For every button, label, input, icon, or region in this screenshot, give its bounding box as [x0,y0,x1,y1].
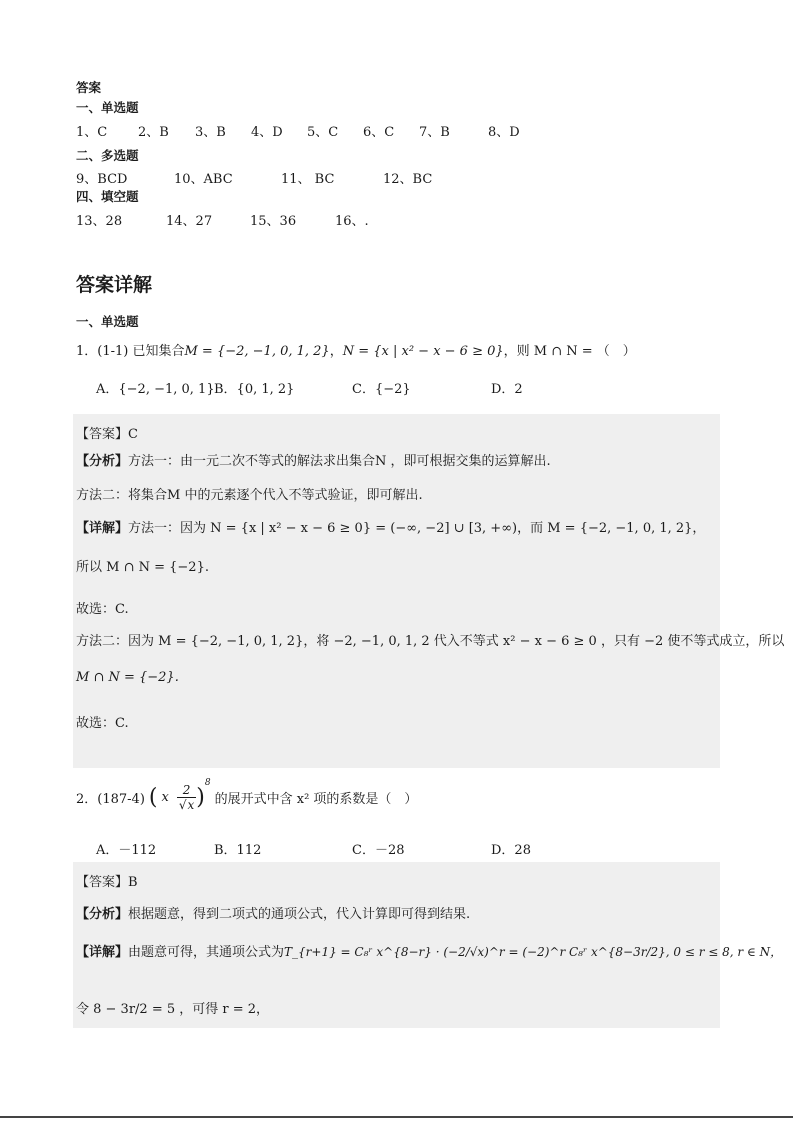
answer-item: 4、D [251,125,283,140]
detail-label: 【详解】 [76,945,129,960]
answer-item: 7、B [419,125,450,140]
analysis-text: 方法一：由一元二次不等式的解法求出集合N ，即可根据交集的运算解出. [128,454,551,469]
question-1-analysis [76,450,551,469]
question-2-analysis [76,903,470,922]
question-2-suffix: 的展开式中含 x² 项的系数是（ ） [214,791,418,807]
page-bottom-rule [0,1116,793,1118]
option-b: B．112 [214,843,262,858]
option-d: D．2 [491,382,523,397]
answer-item: 8、D [488,125,520,140]
answer-item: 10、ABC [174,172,233,187]
question-2-detail-1 [76,941,782,960]
answer-item: 2、B [138,125,169,140]
right-paren-icon: ) [196,784,205,810]
question-1-answer [76,423,138,442]
answer-item: 13、28 [76,214,123,229]
analysis-text: 根据题意，得到二项式的通项公式，代入计算即可得到结果. [128,907,471,922]
option-c: C．－28 [352,843,405,858]
answer-item: 12、BC [383,172,433,187]
question-1-set-m: M = {−2, −1, 0, 1, 2} [184,344,330,359]
binomial-fraction [177,783,196,812]
question-1-suffix: ，则 M ∩ N = （ ） [503,344,636,359]
answer-item: 9、BCD [76,172,128,187]
binomial-expression [148,778,211,812]
option-d: D．28 [491,843,531,858]
detail-text: 方法一：因为 N = {x | x² − x − 6 ≥ 0} = (−∞, −2] ∪ [3, +∞)，而 M = {−2, −1, 0, 1, 2}， [128,521,706,536]
answers-section-fill: 四、填空题 [76,189,139,204]
answer-item: 1、C [76,125,108,140]
analysis-label: 【分析】 [76,454,129,469]
answer-item: 11、 BC [281,172,335,187]
question-1-set-n: N = {x | x² − x − 6 ≥ 0} [342,344,504,359]
answer-label: 【答案】 [76,427,129,442]
question-1-detail-6: 故选：C. [76,716,129,731]
question-2-detail-2: 令 8 − 3r/2 = 5 ，可得 r = 2， [76,1002,270,1017]
sqrt-radicand: x [187,797,195,812]
question-1-detail-2: 所以 M ∩ N = {−2}. [76,560,209,575]
question-1-prefix: 1．(1-1) 已知集合 [76,344,185,359]
analysis-label: 【分析】 [76,907,129,922]
detail-section-single: 一、单选题 [76,314,139,329]
answer-label: 【答案】 [76,875,129,890]
detail-label: 【详解】 [76,521,129,536]
answer-item: 6、C [363,125,395,140]
option-b: B．{0, 1, 2} [214,382,295,397]
answer-item: 14、27 [166,214,213,229]
question-2-prefix: 2．(187-4) [76,791,145,807]
answer-item: 5、C [307,125,339,140]
question-1-detail-3: 故选：C. [76,602,129,617]
question-1-detail-4: 方法二：因为 M = {−2, −1, 0, 1, 2}，将 −2, −1, 0, 1, 2 代入不等式 x² − x − 6 ≥ 0 ，只有 −2 使不等式成立，所以 [76,634,785,649]
detail-title: 答案详解 [76,274,153,296]
detail-text: 由题意可得，其通项公式为 [128,945,285,960]
answers-section-multi: 二、多选题 [76,148,139,163]
answers-title: 答案 [76,80,102,95]
fraction-denominator: √x [178,797,195,812]
question-1-separator: ， [329,344,343,359]
answers-section-single: 一、单选题 [76,100,139,115]
variable-x: x [161,789,169,805]
question-1-analysis-2: 方法二：将集合M 中的元素逐个代入不等式验证，即可解出. [76,488,423,503]
option-c: C．{−2} [352,382,411,397]
general-term-formula: T_{r+1} = C₈ʳ x^{8−r} · (−2/√x)^r = (−2)^r C₈ʳ x^{8−3r/2}, 0 ≤ r ≤ 8, r ∈ N， [284,945,783,959]
option-a: A．－112 [96,843,157,858]
question-1-stem [76,340,636,359]
question-1-detail-1 [76,517,705,536]
question-2-answer [76,871,138,890]
answer-value: B [128,875,138,890]
answer-item: 15、36 [250,214,297,229]
question-2-stem [76,775,417,819]
left-paren-icon: ( [148,784,158,810]
answer-value: C [128,427,138,442]
answer-item: 3、B [195,125,226,140]
option-a: A．{−2, −1, 0, 1} [96,382,215,397]
fraction-numerator: 2 [177,783,196,798]
binomial-exponent: 8 [204,778,211,788]
answer-item: 16、. [335,214,369,229]
question-1-detail-5: M ∩ N = {−2}. [76,670,179,685]
